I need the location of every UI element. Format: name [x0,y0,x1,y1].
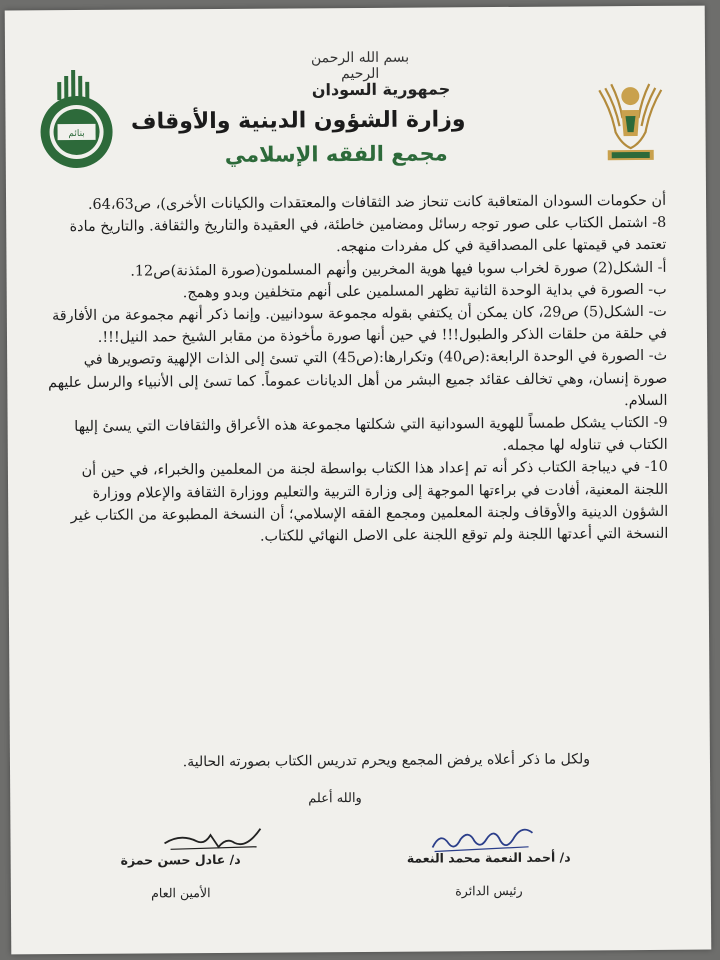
paragraph: ب- الصورة في بداية الوحدة الثانية تظهر المسلمين على أنهم متخلفين وبدو وهمج. [182,281,667,302]
signatory-name: د/ عادل حسن حمزة [120,851,241,868]
country-name: جمهورية السودان [311,79,451,100]
closing-statement: ولكل ما ذكر أعلاه يرفض المجمع ويحرم تدريس الكتاب بصورته الحالية. [182,751,591,771]
paragraph: أ- الشكل(2) صورة لخراب سوبا فيها هوية المخربين وأنهم المسلمون(صورة المئذنة)ص12. [130,259,667,280]
paragraph: ت- الشكل(5) ص29، كان يمكن أن يكتفي بقوله مجموعة سودانيين. وإنما ذكر أنهم مجموعة من الأفارقة في حلقة من حلقات الذكر والطبول!!! في حين أنها صورة مأخوذة من مقابر الشيخ حمد النيل!!!. [51,303,668,347]
logo-lettering: بنائم [68,128,85,140]
ministry-name: وزارة الشؤون الدينية والأوقاف [130,107,466,135]
signatory-secretary [121,852,241,901]
signatory-head [407,850,571,899]
sudan-emblem [591,70,670,167]
paragraph: 9- الكتاب يشكل طمساً للهوية السودانية التي شكلتها مجموعة هذه الأعراق والثقافات التي يسئ إليها الكتاب في تناوله لها مجمله. [74,414,668,455]
signature-left [160,821,270,856]
allah-alam: والله أعلم [308,790,362,807]
paragraph: ث- الصورة في الوحدة الرابعة:(ص40) وتكرارها:(ص45) التي تسئ إلى الذات الإلهية وتصويرها في صورة إنسان، وهي تخالف عقائد جميع البشر من أهل الديانات عموماً. كما تسئ إلى الأنبياء والرسل عليهم السلام. [48,348,668,409]
paragraph: 10- في ديباجة الكتاب ذكر أنه تم إعداد هذا الكتاب بواسطة لجنة من المعلمين والخبراء، في حين أن اللجنة المعنية، أفادت في براءتها الموجهة إلى وزارة التربية والتعليم ووزارة الثقافة والإعلام ووزارة الشؤون الدينية والأوقاف ولجنة المعلمين ومجمع الفقه الإسلامي؛ أن النسخة المطبوعة من الكتاب غير النسخة التي أعدتها اللجنة ولم توقع اللجنة على الاصل النهائي للكتاب. [70,459,669,545]
academy-name: مجمع الفقه الإسلامي [224,141,448,167]
paragraph: 8- اشتمل الكتاب على صور توجه رسائل ومضامين خاطئة، في العقيدة والتاريخ والثقافة. والتاريخ مادة تعتمد في قيمتها على المصداقية في كل مفردات منهجه. [69,215,667,256]
paragraph: أن حكومات السودان المتعاقبة كانت تنحاز ضد الثقافات والمعتقدات والكيانات الأخرى)، ص64،63. [87,192,667,213]
document-page [5,6,712,955]
signatory-name: د/ أحمد النعمة محمد النعمة [406,849,571,866]
bismillah-calligraphy: بسم الله الرحمن الرحيم [310,49,410,83]
signatory-title: رئيس الدائرة [455,882,523,899]
signatory-title: الأمين العام [151,885,211,901]
document-body [46,190,668,550]
academy-logo [35,66,118,175]
